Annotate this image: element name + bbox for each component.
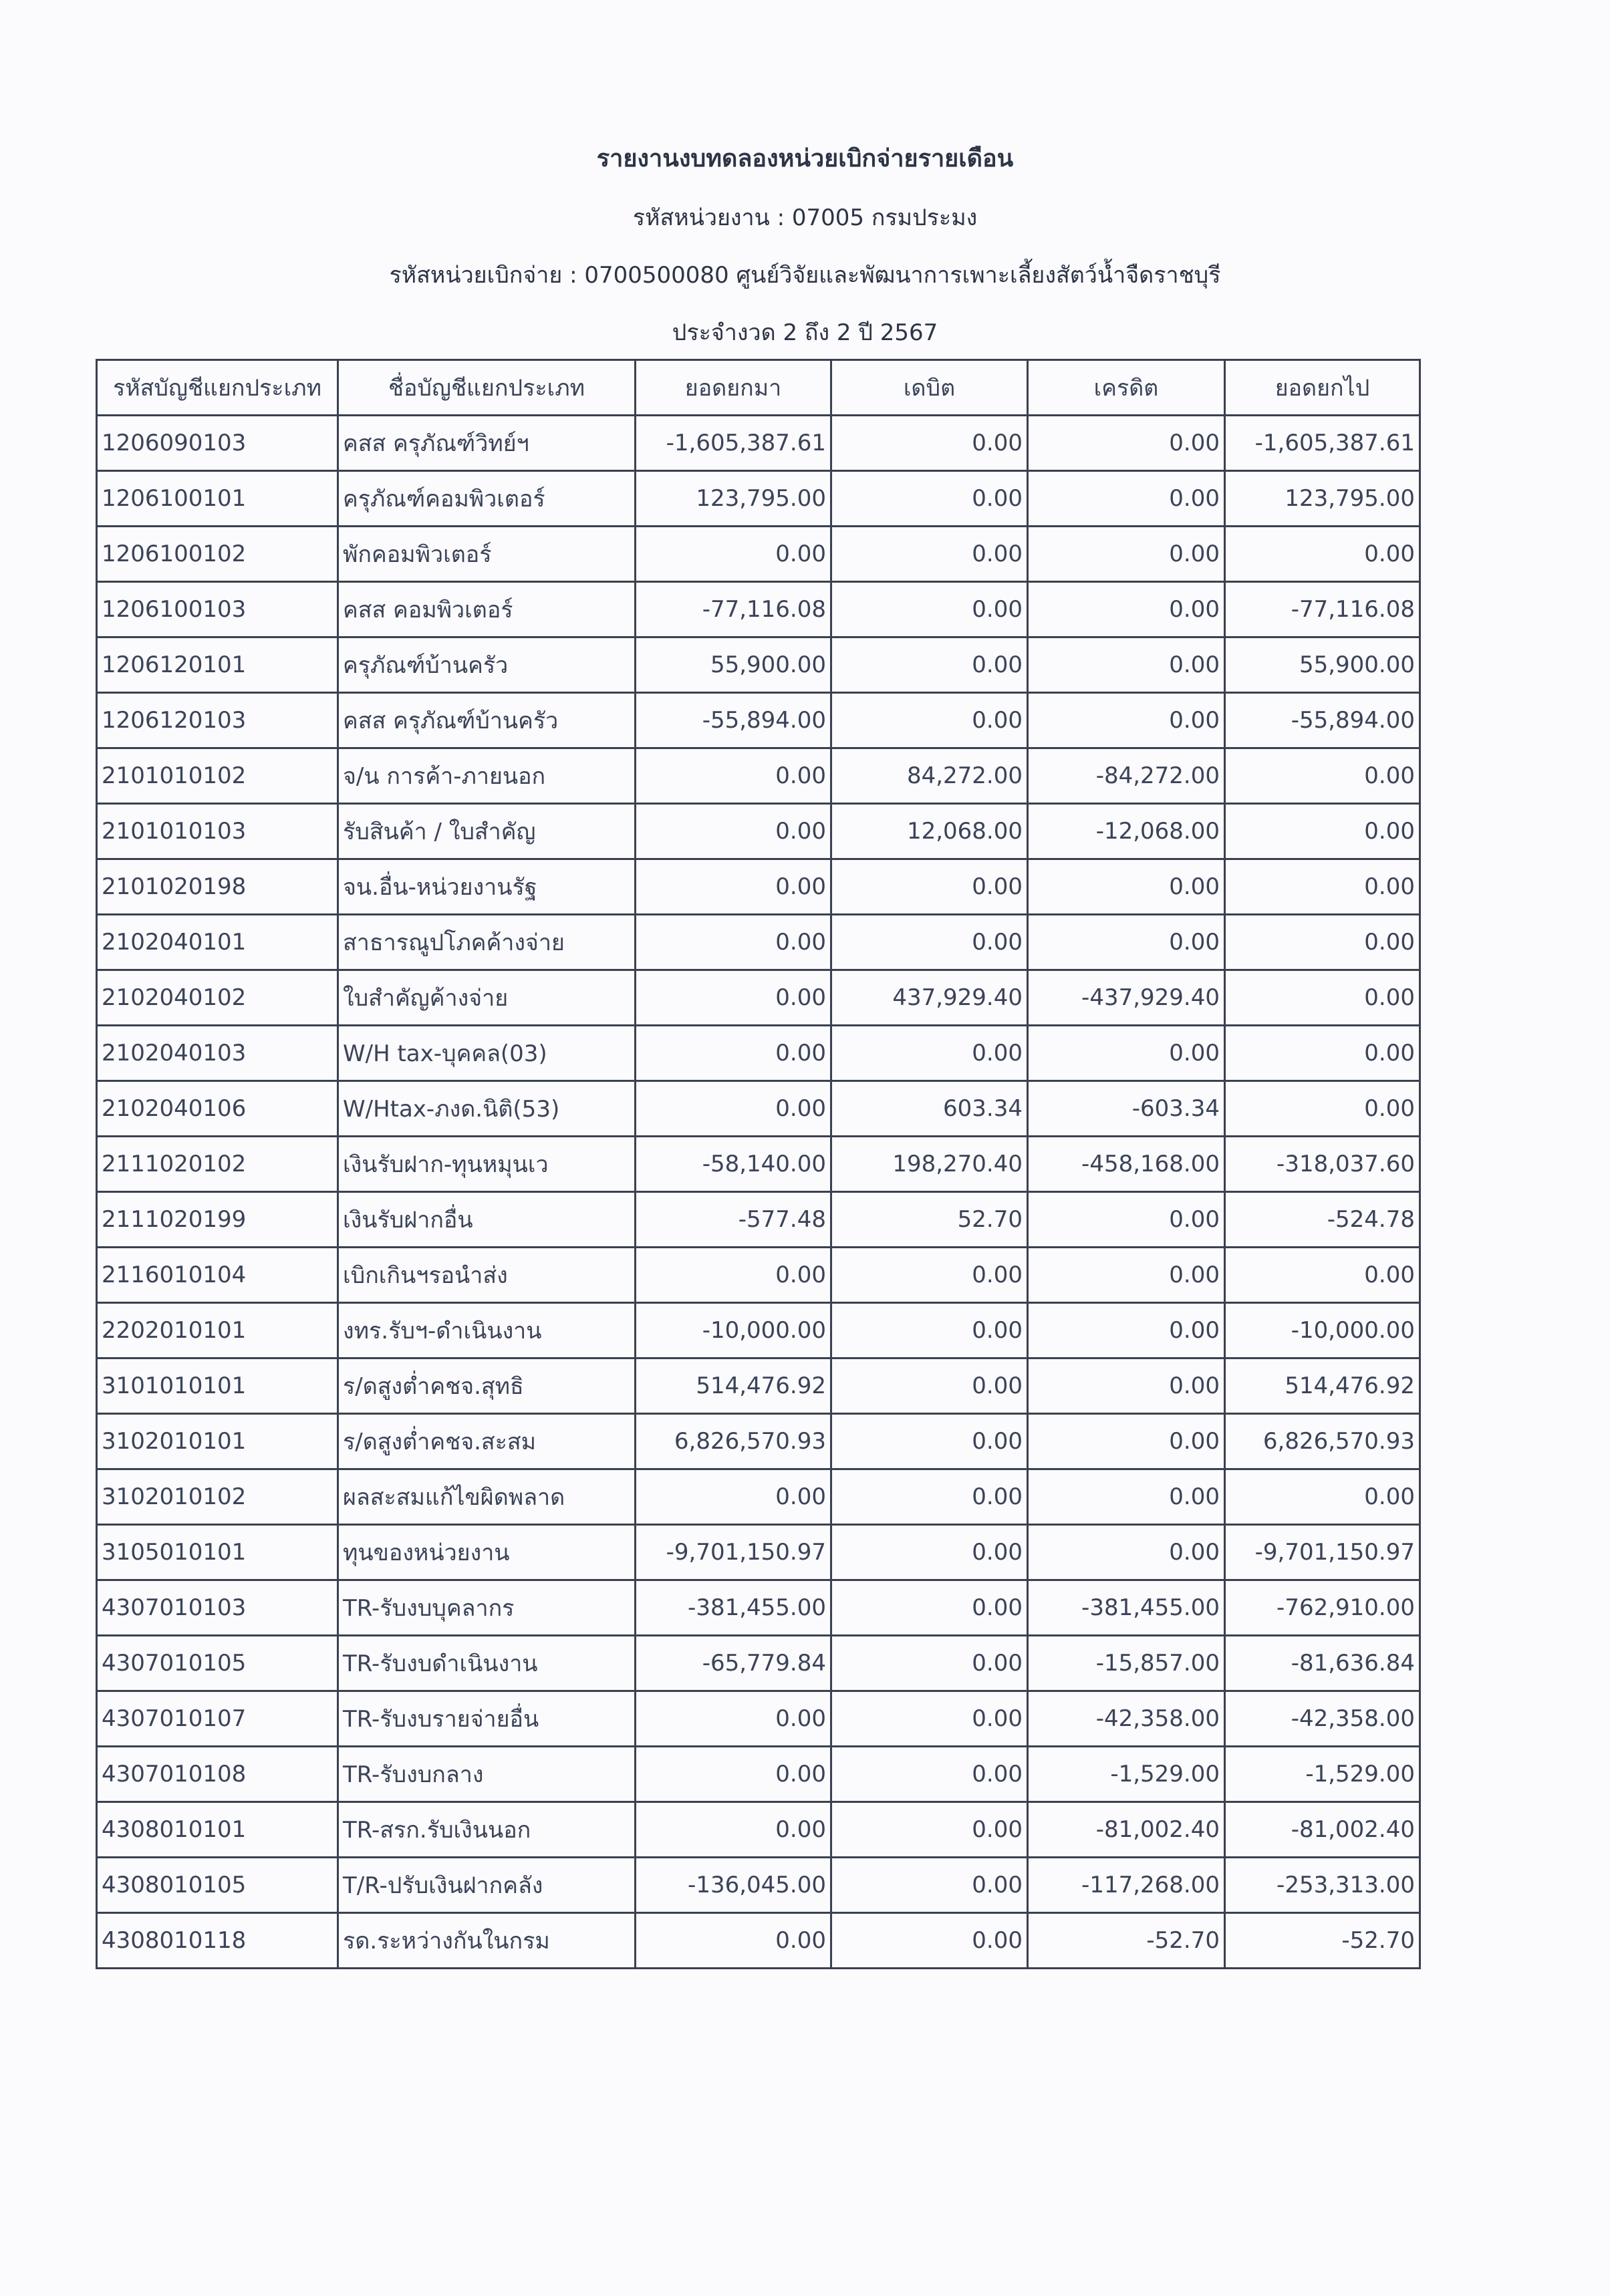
col-opening-balance-cell: -9,701,150.97 xyxy=(636,1525,831,1580)
col-account-code-cell: 4307010103 xyxy=(97,1580,338,1636)
report-title: รายงานงบทดลองหน่วยเบิกจ่ายรายเดือน xyxy=(596,145,1014,172)
col-debit-header: เดบิต xyxy=(831,360,1028,416)
col-credit-cell: 0.00 xyxy=(1028,1358,1225,1414)
col-opening-balance-cell: -136,045.00 xyxy=(636,1858,831,1913)
col-account-code-cell: 3105010101 xyxy=(97,1525,338,1580)
col-opening-balance-cell: 0.00 xyxy=(636,1691,831,1747)
col-account-code-cell: 2101010103 xyxy=(97,804,338,859)
col-debit-cell: 0.00 xyxy=(831,416,1028,471)
table-row xyxy=(97,859,1420,915)
col-account-name-cell: W/H tax-บุคคล(03) xyxy=(338,1026,636,1081)
col-credit-cell: 0.00 xyxy=(1028,1303,1225,1358)
table-row xyxy=(97,1525,1420,1580)
table-row xyxy=(97,1026,1420,1081)
table-row xyxy=(97,1137,1420,1192)
col-closing-balance-cell: -1,529.00 xyxy=(1225,1747,1420,1802)
col-account-code-cell: 1206090103 xyxy=(97,416,338,471)
col-debit-cell: 12,068.00 xyxy=(831,804,1028,859)
col-opening-balance-cell: 0.00 xyxy=(636,1026,831,1081)
table-row xyxy=(97,1414,1420,1469)
col-closing-balance-cell: 123,795.00 xyxy=(1225,471,1420,527)
col-debit-cell: 52.70 xyxy=(831,1192,1028,1248)
col-closing-balance-cell: -52.70 xyxy=(1225,1913,1420,1969)
col-closing-balance-cell: 6,826,570.93 xyxy=(1225,1414,1420,1469)
col-credit-cell: -12,068.00 xyxy=(1028,804,1225,859)
col-debit-cell: 0.00 xyxy=(831,1248,1028,1303)
col-account-code-cell: 1206100102 xyxy=(97,527,338,582)
col-closing-balance-cell: -81,636.84 xyxy=(1225,1636,1420,1691)
col-closing-balance-cell: 0.00 xyxy=(1225,970,1420,1026)
col-closing-balance-cell: -762,910.00 xyxy=(1225,1580,1420,1636)
col-account-name-cell: ทุนของหน่วยงาน xyxy=(338,1525,636,1580)
col-account-code-cell: 3101010101 xyxy=(97,1358,338,1414)
col-opening-balance-cell: 0.00 xyxy=(636,970,831,1026)
col-account-name-cell: ครุภัณฑ์บ้านครัว xyxy=(338,637,636,693)
col-closing-balance-cell: 0.00 xyxy=(1225,1248,1420,1303)
col-credit-cell: -81,002.40 xyxy=(1028,1802,1225,1858)
col-closing-balance-header: ยอดยกไป xyxy=(1225,360,1420,416)
col-account-code-cell: 2102040101 xyxy=(97,915,338,970)
col-account-name-cell: TR-สรก.รับเงินนอก xyxy=(338,1802,636,1858)
col-account-name-cell: W/Htax-ภงด.นิติ(53) xyxy=(338,1081,636,1137)
table-row xyxy=(97,970,1420,1026)
col-closing-balance-cell: -55,894.00 xyxy=(1225,693,1420,748)
col-credit-cell: -42,358.00 xyxy=(1028,1691,1225,1747)
table-row xyxy=(97,804,1420,859)
col-credit-cell: 0.00 xyxy=(1028,693,1225,748)
col-debit-cell: 0.00 xyxy=(831,693,1028,748)
table-row xyxy=(97,1636,1420,1691)
col-account-code-cell: 4308010118 xyxy=(97,1913,338,1969)
table-row xyxy=(97,1580,1420,1636)
col-opening-balance-cell: 0.00 xyxy=(636,804,831,859)
col-credit-cell: -84,272.00 xyxy=(1028,748,1225,804)
col-opening-balance-cell: 0.00 xyxy=(636,1747,831,1802)
col-account-name-cell: คสส คอมพิวเตอร์ xyxy=(338,582,636,637)
col-account-name-cell: รับสินค้า / ใบสำคัญ xyxy=(338,804,636,859)
col-closing-balance-cell: 0.00 xyxy=(1225,1469,1420,1525)
col-account-name-cell: สาธารณูปโภคค้างจ่าย xyxy=(338,915,636,970)
col-credit-cell: 0.00 xyxy=(1028,859,1225,915)
col-credit-cell: 0.00 xyxy=(1028,527,1225,582)
col-closing-balance-cell: 0.00 xyxy=(1225,1026,1420,1081)
col-account-code-cell: 4307010108 xyxy=(97,1747,338,1802)
col-credit-cell: 0.00 xyxy=(1028,471,1225,527)
col-credit-cell: -15,857.00 xyxy=(1028,1636,1225,1691)
col-debit-cell: 0.00 xyxy=(831,471,1028,527)
col-credit-cell: 0.00 xyxy=(1028,1192,1225,1248)
table-row xyxy=(97,1248,1420,1303)
col-credit-header: เครดิต xyxy=(1028,360,1225,416)
col-debit-cell: 0.00 xyxy=(831,1303,1028,1358)
col-account-name-cell: TR-รับงบกลาง xyxy=(338,1747,636,1802)
col-debit-cell: 0.00 xyxy=(831,915,1028,970)
table-row xyxy=(97,471,1420,527)
col-debit-cell: 0.00 xyxy=(831,1414,1028,1469)
table-row xyxy=(97,1913,1420,1969)
table-header-row xyxy=(97,360,1420,416)
table-row xyxy=(97,1469,1420,1525)
col-debit-cell: 0.00 xyxy=(831,1636,1028,1691)
col-opening-balance-cell: -381,455.00 xyxy=(636,1580,831,1636)
col-opening-balance-cell: 0.00 xyxy=(636,859,831,915)
table-body xyxy=(97,416,1420,1969)
col-credit-cell: -52.70 xyxy=(1028,1913,1225,1969)
col-account-name-cell: T/R-ปรับเงินฝากคลัง xyxy=(338,1858,636,1913)
col-closing-balance-cell: -253,313.00 xyxy=(1225,1858,1420,1913)
table-row xyxy=(97,527,1420,582)
col-account-code-cell: 4307010105 xyxy=(97,1636,338,1691)
col-account-name-header: ชื่อบัญชีแยกประเภท xyxy=(338,360,636,416)
col-debit-cell: 0.00 xyxy=(831,1858,1028,1913)
col-account-name-cell: จน.อื่น-หน่วยงานรัฐ xyxy=(338,859,636,915)
col-account-code-cell: 1206120101 xyxy=(97,637,338,693)
col-closing-balance-cell: -42,358.00 xyxy=(1225,1691,1420,1747)
table-row xyxy=(97,1081,1420,1137)
col-debit-cell: 0.00 xyxy=(831,1802,1028,1858)
table-row xyxy=(97,416,1420,471)
table-row xyxy=(97,1303,1420,1358)
col-account-code-cell: 1206120103 xyxy=(97,693,338,748)
table-row xyxy=(97,1802,1420,1858)
col-credit-cell: 0.00 xyxy=(1028,915,1225,970)
col-closing-balance-cell: 0.00 xyxy=(1225,527,1420,582)
col-debit-cell: 0.00 xyxy=(831,1525,1028,1580)
col-account-name-cell: งทร.รับฯ-ดำเนินงาน xyxy=(338,1303,636,1358)
col-account-code-cell: 4307010107 xyxy=(97,1691,338,1747)
col-closing-balance-cell: -81,002.40 xyxy=(1225,1802,1420,1858)
col-debit-cell: 198,270.40 xyxy=(831,1137,1028,1192)
col-opening-balance-cell: -1,605,387.61 xyxy=(636,416,831,471)
col-opening-balance-cell: 0.00 xyxy=(636,1469,831,1525)
col-credit-cell: 0.00 xyxy=(1028,637,1225,693)
col-closing-balance-cell: 0.00 xyxy=(1225,804,1420,859)
col-account-name-cell: ร/ดสูงต่ำคชจ.สุทธิ xyxy=(338,1358,636,1414)
table-row xyxy=(97,1192,1420,1248)
col-credit-cell: 0.00 xyxy=(1028,582,1225,637)
table-row xyxy=(97,1691,1420,1747)
table-row xyxy=(97,693,1420,748)
col-credit-cell: -603.34 xyxy=(1028,1081,1225,1137)
col-account-code-cell: 1206100103 xyxy=(97,582,338,637)
col-account-name-cell: เงินรับฝากอื่น xyxy=(338,1192,636,1248)
table-row xyxy=(97,1747,1420,1802)
col-debit-cell: 84,272.00 xyxy=(831,748,1028,804)
col-opening-balance-cell: 55,900.00 xyxy=(636,637,831,693)
table-row xyxy=(97,637,1420,693)
col-opening-balance-cell: 0.00 xyxy=(636,1913,831,1969)
col-credit-cell: -1,529.00 xyxy=(1028,1747,1225,1802)
col-closing-balance-cell: 514,476.92 xyxy=(1225,1358,1420,1414)
col-opening-balance-cell: 514,476.92 xyxy=(636,1358,831,1414)
col-account-name-cell: รด.ระหว่างกันในกรม xyxy=(338,1913,636,1969)
col-closing-balance-cell: 0.00 xyxy=(1225,859,1420,915)
col-account-code-cell: 3102010102 xyxy=(97,1469,338,1525)
col-credit-cell: 0.00 xyxy=(1028,1414,1225,1469)
col-opening-balance-header: ยอดยกมา xyxy=(636,360,831,416)
col-account-code-cell: 3102010101 xyxy=(97,1414,338,1469)
period-line: ประจำงวด 2 ถึง 2 ปี 2567 xyxy=(672,319,938,346)
agency-line: รหัสหน่วยงาน : 07005 กรมประมง xyxy=(632,204,978,231)
col-opening-balance-cell: 0.00 xyxy=(636,1081,831,1137)
col-opening-balance-cell: -577.48 xyxy=(636,1192,831,1248)
col-account-code-cell: 2102040103 xyxy=(97,1026,338,1081)
col-debit-cell: 0.00 xyxy=(831,1469,1028,1525)
col-opening-balance-cell: -10,000.00 xyxy=(636,1303,831,1358)
col-account-name-cell: เงินรับฝาก-ทุนหมุนเว xyxy=(338,1137,636,1192)
col-debit-cell: 0.00 xyxy=(831,1358,1028,1414)
col-opening-balance-cell: -55,894.00 xyxy=(636,693,831,748)
disbursing-unit-line: รหัสหน่วยเบิกจ่าย : 0700500080 ศูนย์วิจัยและพัฒนาการเพาะเลี้ยงสัตว์น้ำจืดราชบุรี xyxy=(389,262,1221,289)
col-debit-cell: 0.00 xyxy=(831,1747,1028,1802)
col-opening-balance-cell: 0.00 xyxy=(636,1802,831,1858)
col-credit-cell: -381,455.00 xyxy=(1028,1580,1225,1636)
col-closing-balance-cell: -9,701,150.97 xyxy=(1225,1525,1420,1580)
col-closing-balance-cell: -77,116.08 xyxy=(1225,582,1420,637)
col-closing-balance-cell: -524.78 xyxy=(1225,1192,1420,1248)
col-account-name-cell: เบิกเกินฯรอนำส่ง xyxy=(338,1248,636,1303)
col-account-name-cell: TR-รับงบดำเนินงาน xyxy=(338,1636,636,1691)
col-account-name-cell: TR-รับงบบุคลากร xyxy=(338,1580,636,1636)
col-debit-cell: 0.00 xyxy=(831,1580,1028,1636)
col-opening-balance-cell: 0.00 xyxy=(636,1248,831,1303)
col-account-code-cell: 2111020102 xyxy=(97,1137,338,1192)
col-account-name-cell: ผลสะสมแก้ไขผิดพลาด xyxy=(338,1469,636,1525)
col-closing-balance-cell: 55,900.00 xyxy=(1225,637,1420,693)
col-account-code-cell: 4308010101 xyxy=(97,1802,338,1858)
col-debit-cell: 0.00 xyxy=(831,859,1028,915)
col-debit-cell: 0.00 xyxy=(831,1913,1028,1969)
col-opening-balance-cell: 123,795.00 xyxy=(636,471,831,527)
col-account-name-cell: คสส ครุภัณฑ์บ้านครัว xyxy=(338,693,636,748)
col-closing-balance-cell: 0.00 xyxy=(1225,915,1420,970)
col-account-code-cell: 2111020199 xyxy=(97,1192,338,1248)
col-credit-cell: 0.00 xyxy=(1028,1248,1225,1303)
col-account-code-cell: 2102040102 xyxy=(97,970,338,1026)
col-opening-balance-cell: -77,116.08 xyxy=(636,582,831,637)
col-credit-cell: -437,929.40 xyxy=(1028,970,1225,1026)
col-account-name-cell: TR-รับงบรายจ่ายอื่น xyxy=(338,1691,636,1747)
col-opening-balance-cell: 0.00 xyxy=(636,748,831,804)
col-closing-balance-cell: -1,605,387.61 xyxy=(1225,416,1420,471)
col-account-name-cell: คสส ครุภัณฑ์วิทย์ฯ xyxy=(338,416,636,471)
col-account-code-cell: 4308010105 xyxy=(97,1858,338,1913)
col-account-name-cell: ร/ดสูงต่ำคชจ.สะสม xyxy=(338,1414,636,1469)
col-account-name-cell: ใบสำคัญค้างจ่าย xyxy=(338,970,636,1026)
col-account-name-cell: จ/น การค้า-ภายนอก xyxy=(338,748,636,804)
col-opening-balance-cell: -65,779.84 xyxy=(636,1636,831,1691)
col-debit-cell: 0.00 xyxy=(831,527,1028,582)
col-account-name-cell: ครุภัณฑ์คอมพิวเตอร์ xyxy=(338,471,636,527)
table-row xyxy=(97,582,1420,637)
col-credit-cell: -458,168.00 xyxy=(1028,1137,1225,1192)
col-debit-cell: 0.00 xyxy=(831,582,1028,637)
col-closing-balance-cell: 0.00 xyxy=(1225,1081,1420,1137)
col-account-code-cell: 1206100101 xyxy=(97,471,338,527)
col-account-code-cell: 2101010102 xyxy=(97,748,338,804)
table-row xyxy=(97,915,1420,970)
col-opening-balance-cell: 0.00 xyxy=(636,527,831,582)
col-debit-cell: 603.34 xyxy=(831,1081,1028,1137)
col-debit-cell: 437,929.40 xyxy=(831,970,1028,1026)
col-debit-cell: 0.00 xyxy=(831,1026,1028,1081)
col-opening-balance-cell: -58,140.00 xyxy=(636,1137,831,1192)
col-closing-balance-cell: -10,000.00 xyxy=(1225,1303,1420,1358)
col-debit-cell: 0.00 xyxy=(831,1691,1028,1747)
col-opening-balance-cell: 0.00 xyxy=(636,915,831,970)
col-closing-balance-cell: -318,037.60 xyxy=(1225,1137,1420,1192)
col-credit-cell: 0.00 xyxy=(1028,416,1225,471)
col-account-code-cell: 2116010104 xyxy=(97,1248,338,1303)
col-account-code-cell: 2101020198 xyxy=(97,859,338,915)
col-debit-cell: 0.00 xyxy=(831,637,1028,693)
col-account-code-cell: 2202010101 xyxy=(97,1303,338,1358)
table-row xyxy=(97,748,1420,804)
col-closing-balance-cell: 0.00 xyxy=(1225,748,1420,804)
table-row xyxy=(97,1358,1420,1414)
table-row xyxy=(97,1858,1420,1913)
col-credit-cell: 0.00 xyxy=(1028,1026,1225,1081)
col-opening-balance-cell: 6,826,570.93 xyxy=(636,1414,831,1469)
trial-balance-table xyxy=(96,359,1421,1969)
col-credit-cell: -117,268.00 xyxy=(1028,1858,1225,1913)
col-account-code-header: รหัสบัญชีแยกประเภท xyxy=(97,360,338,416)
col-account-name-cell: พักคอมพิวเตอร์ xyxy=(338,527,636,582)
col-credit-cell: 0.00 xyxy=(1028,1469,1225,1525)
col-credit-cell: 0.00 xyxy=(1028,1525,1225,1580)
col-account-code-cell: 2102040106 xyxy=(97,1081,338,1137)
